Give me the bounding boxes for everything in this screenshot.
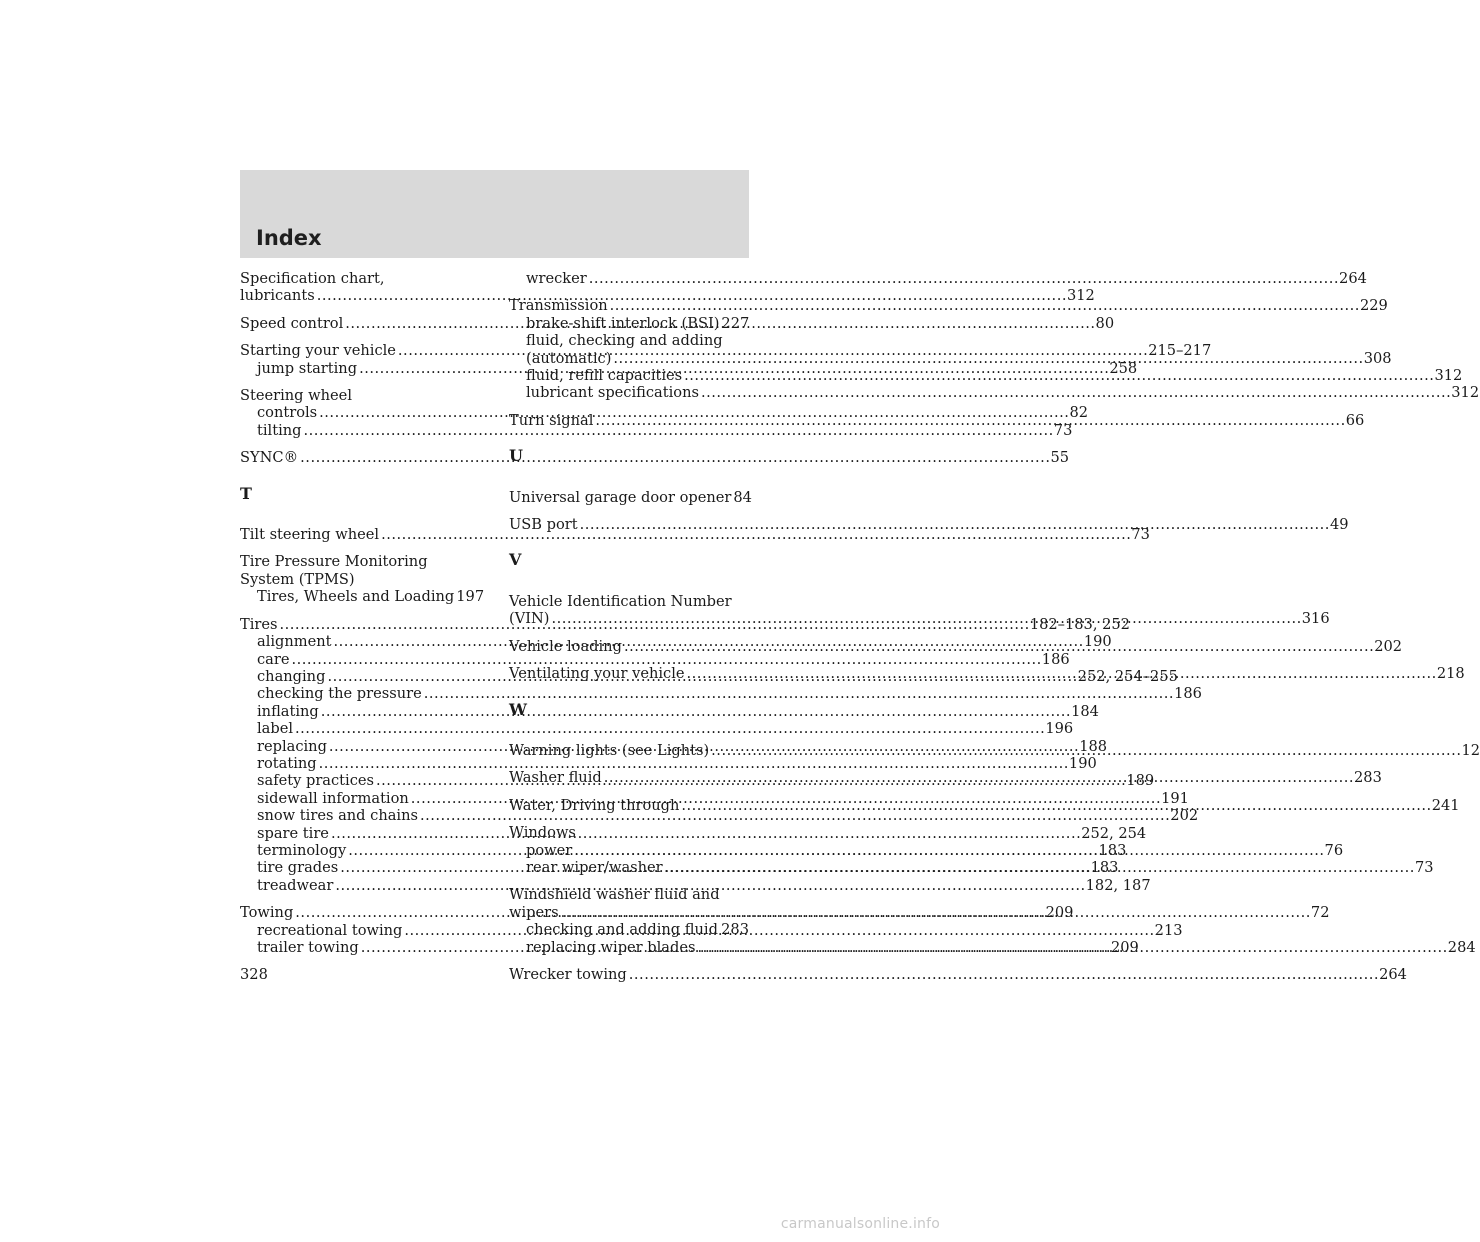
index-term: fluid, checking and adding [526,332,723,350]
page-reference: 191 [1161,789,1189,807]
index-term: tilting [257,421,302,439]
index-term: treadwear [257,876,334,894]
page-reference: 55 [1050,449,1070,467]
index-term: tire grades [257,859,339,877]
page-number: 328 [240,966,268,983]
dot-leader [624,638,1374,655]
index-term: Universal garage door opener [509,488,732,506]
page-reference: 73 [1053,421,1073,439]
dot-leader [589,270,1339,287]
dot-leader [711,742,1461,759]
index-term: Speed control [240,314,344,332]
index-line [240,287,1095,305]
index-term: Transmission [509,297,608,315]
page-reference: 49 [1329,516,1349,534]
index-term: USB port [509,516,578,534]
index-term: wipers [509,903,559,921]
index-line [240,571,480,588]
watermark: carmanualsonline.info [780,1216,940,1232]
index-line [509,593,749,610]
dot-leader [604,769,1354,786]
index-subentry [509,921,749,938]
dot-leader [574,842,1324,859]
index-entry [240,449,1070,467]
index-line [509,516,1349,534]
page-reference: 312 [1451,384,1480,402]
index-entry [240,526,1150,544]
page-reference: 188 [1079,737,1108,755]
page-reference: 227 [721,314,750,332]
dot-leader [629,966,1379,983]
index-subentry [240,650,1070,668]
page-reference: 283 [1354,769,1382,787]
index-term: Ventilating your vehicle [509,665,685,683]
page-reference: 186 [1041,650,1070,668]
index-line [240,270,480,287]
index-term: Vehicle loading [509,637,622,655]
index-section-letter: T [240,483,252,503]
page-reference: 209 [1110,939,1139,956]
index-term: Water, Driving through [509,796,680,814]
index-term: System (TPMS) [240,570,355,588]
index-subentry [240,876,1151,894]
index-subentry [240,754,1097,772]
page-reference: 183 [1098,841,1127,859]
page-reference: 264 [1379,965,1407,983]
page-reference: 12 [1461,741,1480,759]
page-reference: 229 [1359,297,1388,315]
page-reference: 252, 254 [1081,824,1147,842]
index-line [509,297,1388,315]
page-title: Index [256,226,322,250]
index-term: jump starting [257,359,358,377]
index-term: Turn signal [509,411,594,429]
index-subentry [240,720,1074,738]
page-reference: 218 [1436,665,1465,683]
page-reference: 182–183, 252 [1029,615,1130,633]
dot-leader [595,412,1345,429]
page-reference: 184 [1071,702,1099,720]
index-line [240,526,1150,544]
dot-leader [684,367,1434,384]
dot-leader [551,610,1301,627]
index-term: snow tires and chains [257,807,418,825]
index-term: Windshield washer fluid and [509,886,720,904]
index-subentry [240,685,1202,703]
index-subentry [509,270,1367,287]
dot-leader [697,939,1447,956]
index-term: safety practices [257,772,374,790]
index-term: sidewall information [257,789,409,807]
index-line [509,824,749,841]
page-reference: 72 [1310,903,1330,921]
index-term: wrecker [526,270,587,287]
index-entry [509,516,1349,534]
index-term: trailer towing [257,939,359,956]
page-reference: 182, 187 [1085,876,1151,894]
index-term: Warning lights (see Lights) [509,741,710,759]
index-subentry [240,588,485,606]
index-term: (automatic) [526,349,612,367]
index-term: SYNC® [240,449,299,467]
index-section-letter: U [509,446,523,466]
index-term: lubricants [240,287,315,305]
index-line [240,449,1070,467]
index-term: replacing [257,737,327,755]
index-entry [509,270,1367,287]
page-reference: 190 [1068,754,1097,772]
page-reference: 241 [1431,796,1460,814]
index-term: brake-shift interlock (BSI) [526,314,720,332]
page-reference: 215–217 [1148,342,1212,360]
dot-leader [610,297,1360,314]
page-reference: 202 [1374,637,1403,655]
page-reference: 186 [1174,685,1202,703]
dot-leader [665,859,1415,876]
page-reference: 308 [1363,349,1392,367]
index-line [509,965,1407,983]
page-reference: 66 [1345,411,1365,429]
page-reference: 312 [1066,287,1095,305]
index-term: terminology [257,841,347,859]
index-line [240,387,480,404]
page-reference: 316 [1301,610,1330,628]
index-term: checking and adding fluid [526,921,718,939]
index-subentry [240,702,1099,720]
index-line [509,488,752,506]
page-reference: 190 [1083,633,1112,651]
index-line [509,886,749,903]
index-term: replacing wiper blades [526,938,696,956]
index-term: rotating [257,754,317,772]
index-term: Tire Pressure Monitoring [240,553,428,571]
index-entry [240,553,485,606]
index-subentry [240,421,1073,439]
index-term: recreational towing [257,921,403,939]
index-term: care [257,650,290,668]
index-term: Windows [509,824,576,842]
index-term: Steering wheel [240,387,352,405]
index-term: rear wiper/washer [526,858,663,876]
page-reference: 189 [1126,772,1155,790]
index-subentry [509,332,749,349]
page-reference: 76 [1324,841,1344,859]
index-term: Wrecker towing [509,965,627,983]
index-subentry [509,384,1480,402]
index-term: label [257,720,294,738]
page-reference: 82 [1069,404,1089,422]
dot-leader [580,516,1330,533]
index-section-letter: V [509,550,522,570]
page-reference: 197 [456,588,485,606]
page-reference: 264 [1339,270,1367,287]
dot-leader [701,384,1451,401]
index-term: Vehicle Identification Number [509,592,732,610]
index-term: changing [257,667,326,685]
page-reference: 258 [1109,359,1138,377]
page-reference: 252, 254–255 [1077,667,1178,685]
index-term: Washer fluid [509,769,602,787]
dot-leader [613,350,1363,367]
page-reference: 202 [1170,807,1199,825]
page-reference: 209 [1045,904,1074,922]
header-band [240,170,749,258]
index-term: inflating [257,702,319,720]
index-term: Starting your vehicle [240,342,396,360]
index-entry [509,488,752,506]
index-term: Tilt steering wheel [240,526,380,544]
index-section-letter: W [509,699,527,719]
index-term: Specification chart, [240,270,385,287]
page-reference: 196 [1045,720,1074,738]
dot-leader [561,904,1311,921]
index-subentry [240,807,1199,825]
index-subentry [509,315,749,332]
index-term: power [526,841,573,859]
index-term: Tires, Wheels and Loading [257,588,455,606]
index-term: spare tire [257,824,329,842]
page-reference: 84 [733,488,752,506]
index-term: fluid, refill capacities [526,367,683,385]
page-reference: 183 [1090,859,1119,877]
index-entry [509,965,1407,983]
page-reference: 73 [1131,526,1150,544]
page-reference: 284 [1447,938,1476,956]
index-term: controls [257,404,318,422]
dot-leader [681,797,1431,814]
index-term: (VIN) [509,610,550,628]
index-line [240,553,480,570]
page-reference: 283 [721,921,749,939]
index-term: lubricant specifications [526,384,699,402]
index-term: Towing [240,904,294,922]
index-term: checking the pressure [257,685,422,703]
page-reference: 312 [1434,367,1463,385]
index-term: alignment [257,633,332,651]
dot-leader [687,665,1437,682]
page-reference: 80 [1095,314,1115,332]
page-reference: 213 [1154,921,1183,939]
page-reference: 73 [1414,858,1434,876]
index-term: Tires [240,615,278,633]
